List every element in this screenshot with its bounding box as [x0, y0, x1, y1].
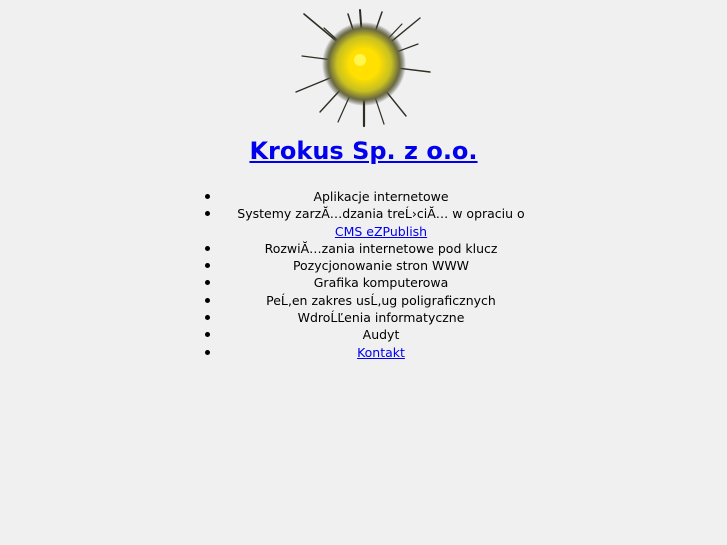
bullet-icon: [205, 263, 210, 268]
list-item-label: PeĹ‚en zakres usĹ‚ug poligraficznych: [266, 292, 496, 308]
bullet-icon: [205, 332, 210, 337]
list-item: [201, 188, 561, 205]
page-title: [0, 136, 727, 166]
services-list: [201, 188, 561, 361]
list-item-label: Aplikacje internetowe: [313, 189, 449, 204]
bullet-icon: [205, 280, 210, 285]
list-item-label: Grafika komputerowa: [313, 275, 449, 291]
cms-item-text: Systemy zarzĂ…dzania treĹ›ciĂ… w opraciu o: [237, 206, 525, 222]
list-item-label: Audyt: [362, 327, 400, 343]
list-item: [201, 257, 561, 274]
contact-link[interactable]: Kontakt: [357, 344, 405, 360]
list-item: [201, 240, 561, 257]
list-item: [201, 309, 561, 326]
sunburst-splash-icon: [294, 8, 434, 128]
bullet-icon: [205, 211, 210, 216]
bullet-icon: [205, 350, 210, 355]
list-item-label: RozwiĂ…zania internetowe pod klucz: [264, 240, 498, 256]
list-item: [201, 344, 561, 361]
company-title-link[interactable]: Krokus Sp. z o.o.: [249, 137, 478, 165]
list-item-label: WdroĹĽenia informatyczne: [297, 310, 465, 326]
list-item: [201, 326, 561, 343]
list-item-label: Pozycjonowanie stron WWW: [292, 258, 470, 274]
list-item: [201, 292, 561, 309]
list-item-label: [225, 205, 537, 240]
bullet-icon: [205, 246, 210, 251]
list-item: [201, 274, 561, 291]
cms-ezpublish-link[interactable]: CMS eZPublish: [334, 223, 428, 239]
bullet-icon: [205, 194, 210, 199]
list-item-label: [225, 344, 537, 361]
bullet-icon: [205, 315, 210, 320]
bullet-icon: [205, 298, 210, 303]
list-item: [201, 205, 561, 240]
